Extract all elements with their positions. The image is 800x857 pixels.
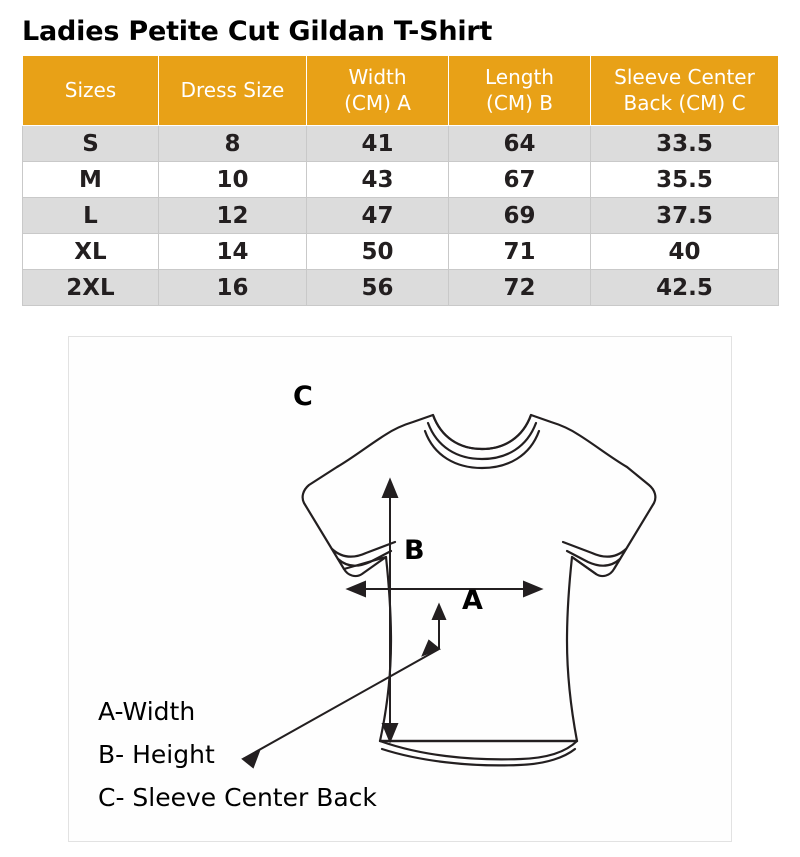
table-body [23, 126, 779, 306]
cell-length: 71 [449, 234, 591, 270]
cell-sleeve: 37.5 [591, 198, 779, 234]
cell-size: L [23, 198, 159, 234]
cell-width: 50 [307, 234, 449, 270]
cell-length: 69 [449, 198, 591, 234]
cell-sleeve: 42.5 [591, 270, 779, 306]
cell-length: 64 [449, 126, 591, 162]
column-header-sleeve-center-back: Sleeve Center Back (CM) C [591, 56, 779, 126]
column-header-sizes: Sizes [23, 56, 159, 126]
cell-dress-size: 16 [159, 270, 307, 306]
column-header-dress-size: Dress Size [159, 56, 307, 126]
cell-length: 67 [449, 162, 591, 198]
column-header-width: Width (CM) A [307, 56, 449, 126]
column-header-length: Length (CM) B [449, 56, 591, 126]
table-header [23, 56, 779, 126]
cell-size: M [23, 162, 159, 198]
table-header-row [23, 56, 779, 126]
table-row [23, 198, 779, 234]
cell-size: S [23, 126, 159, 162]
label-a: A [462, 585, 483, 616]
cell-dress-size: 12 [159, 198, 307, 234]
legend-item-sleeve-center-back: C- Sleeve Center Back [98, 783, 377, 812]
cell-length: 72 [449, 270, 591, 306]
table-row [23, 162, 779, 198]
cell-dress-size: 8 [159, 126, 307, 162]
cell-width: 41 [307, 126, 449, 162]
table-row [23, 126, 779, 162]
cell-width: 47 [307, 198, 449, 234]
legend-item-width: A-Width [98, 697, 196, 726]
cell-width: 56 [307, 270, 449, 306]
label-b: B [404, 535, 425, 566]
cell-sleeve: 35.5 [591, 162, 779, 198]
page-title: Ladies Petite Cut Gildan T-Shirt [22, 16, 493, 47]
cell-dress-size: 10 [159, 162, 307, 198]
cell-dress-size: 14 [159, 234, 307, 270]
table-row [23, 270, 779, 306]
legend-item-height: B- Height [98, 740, 215, 769]
cell-sleeve: 40 [591, 234, 779, 270]
size-chart-table [22, 55, 779, 306]
cell-size: 2XL [23, 270, 159, 306]
table-row [23, 234, 779, 270]
diagram-legend [98, 690, 377, 819]
cell-size: XL [23, 234, 159, 270]
label-c: C [293, 381, 313, 412]
cell-width: 43 [307, 162, 449, 198]
cell-sleeve: 33.5 [591, 126, 779, 162]
